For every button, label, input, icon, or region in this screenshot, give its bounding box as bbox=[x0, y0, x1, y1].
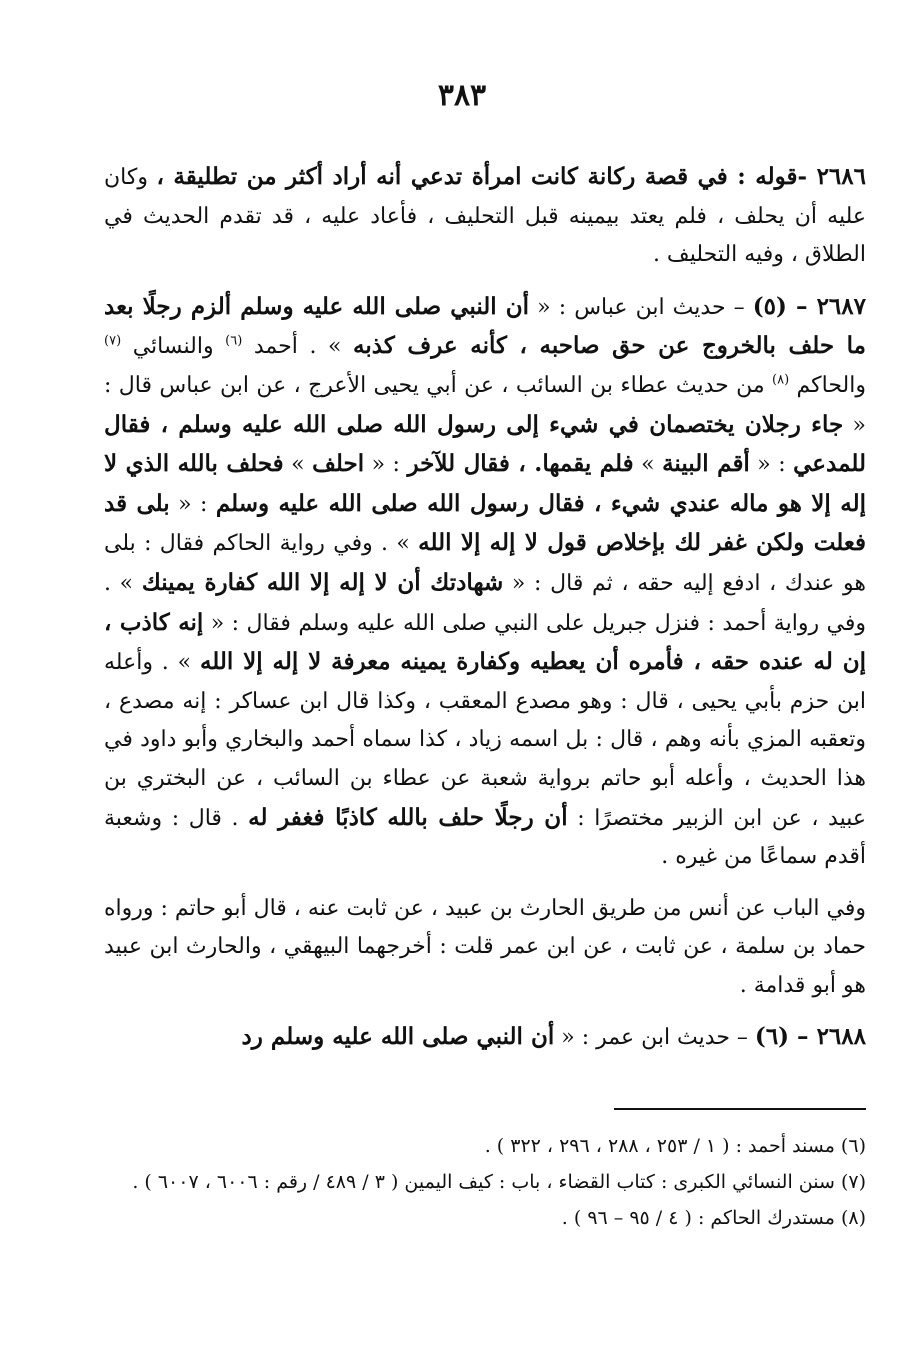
footnote-ref: (٦) bbox=[225, 334, 243, 350]
text-run: – حديث ابن عباس : « bbox=[529, 294, 753, 320]
bold-text-run: جاء رجلان يختصمان في شيء إلى رسول الله صلى الله عليه وسلم ، فقال للمدعي bbox=[104, 410, 867, 478]
text-run: » . وفي رواية أحمد : فنزل جبريل على النبي صلى الله عليه وسلم فقال : « bbox=[104, 570, 866, 636]
bold-text-run: ٢٦٨٧ – (٥) bbox=[752, 292, 866, 320]
text-run: » . أحمد bbox=[242, 334, 354, 360]
related-narrations-paragraph bbox=[104, 890, 866, 1006]
bold-text-run: احلف bbox=[312, 450, 365, 478]
text-run: : « bbox=[169, 491, 216, 517]
bold-text-run: شهادتك أن لا إله إلا الله كفارة يمينك bbox=[141, 568, 504, 596]
entry-2686 bbox=[104, 158, 866, 275]
footnote-8: (٨) مستدرك الحاكم : ( ٤ / ٩٥ – ٩٦ ) . bbox=[561, 1207, 866, 1229]
bold-text-run: أن النبي صلى الله عليه وسلم رد bbox=[241, 1023, 555, 1051]
page-number: ٣٨٣ bbox=[437, 78, 487, 113]
text-run: من حديث عطاء بن السائب ، عن أبي يحيى الأعرج ، عن ابن عباس قال : « bbox=[104, 372, 867, 438]
main-text bbox=[104, 158, 866, 1058]
bold-text-run: أقم البينة bbox=[662, 450, 750, 478]
entry-2687 bbox=[104, 288, 866, 877]
bold-text-run: ٢٦٨٨ – (٦) bbox=[754, 1023, 866, 1051]
footnote-ref: (٨) bbox=[772, 372, 790, 388]
footnote-divider bbox=[614, 1108, 866, 1110]
text-run: وفي الباب عن أنس من طريق الحارث بن عبيد ، عن ثابت عنه ، قال أبو حاتم : ورواه حماد بن سلمة ، عن ثابت ، عن ابن عمر قلت : أخرجهما البيهقي ، والحارث ابن عبيد هو أبو قدامة . bbox=[104, 895, 866, 998]
footnote-ref: (٧) bbox=[104, 334, 122, 350]
text-run: والحاكم bbox=[789, 372, 866, 398]
text-run: – حديث ابن عمر : « bbox=[554, 1025, 755, 1051]
entry-2688 bbox=[104, 1018, 866, 1058]
text-run: » . وأعله ابن حزم بأبي يحيى ، قال : وهو مصدع المعقب ، وكذا قال ابن عساكر : إنه مصدع ، وتعقبه المزي بأنه وهم ، قال : بل اسمه زياد ، كذا سماه أحمد والبخاري وأبو داود في هذا الحديث ، وأعله أبو حاتم برواية شعبة عن عطاء بن السائب ، عن البختري بن عبيد ، عن ابن الزبير مختصرًا : bbox=[104, 650, 866, 831]
footnote-6: (٦) مسند أحمد : ( ١ / ٢٥٣ ، ٢٨٨ ، ٢٩٦ ، ٣٢٢ ) . bbox=[484, 1135, 866, 1157]
bold-text-run: إنه كاذب ، إن له عنده حقه ، فأمره أن يعطيه وكفارة يمينه معرفة لا إله إلا الله bbox=[104, 608, 867, 676]
bold-text-run: أن رجلًا حلف بالله كاذبًا فغفر له bbox=[248, 803, 568, 831]
footnotes bbox=[104, 1128, 866, 1236]
text-run: » . وفي رواية الحاكم فقال : بلى هو عندك ، ادفع إليه حقه ، ثم قال : « bbox=[104, 531, 866, 596]
text-run: وكان عليه أن يحلف ، فلم يعتد بيمينه قبل التحليف ، فأعاد عليه ، قد تقدم الحديث في الطلاق ، وفيه التحليف . bbox=[104, 165, 866, 268]
bold-text-run: أن النبي صلى الله عليه وسلم ألزم رجلًا بعد ما حلف بالخروج عن حق صاحبه ، كأنه عرف كذبه bbox=[104, 292, 867, 360]
text-run: » bbox=[283, 452, 313, 478]
text-run: : « bbox=[749, 452, 794, 478]
text-run: والنسائي bbox=[121, 334, 226, 360]
bold-text-run: فحلف بالله الذي لا إله إلا هو ماله عندي شيء ، فقال رسول الله صلى الله عليه وسلم bbox=[104, 450, 866, 517]
text-run: » bbox=[633, 452, 663, 478]
bold-text-run: ٢٦٨٦ -قوله : في قصة ركانة كانت امرأة تدعي أنه أراد أكثر من تطليقة ، bbox=[156, 163, 866, 190]
bold-text-run: بلى قد فعلت ولكن غفر لك بإخلاص قول لا إله إلا الله bbox=[104, 489, 866, 557]
text-run: : « bbox=[364, 452, 408, 478]
footnote-7: (٧) سنن النسائي الكبرى : كتاب القضاء ، باب : كيف اليمين ( ٣ / ٤٨٩ / رقم : ٦٠٠٦ ، ٦٠٠٧ ) . bbox=[132, 1171, 866, 1193]
bold-text-run: فلم يقمها. ، فقال للآخر bbox=[407, 450, 634, 478]
text-run: . قال : وشعبة أقدم سماعًا من غيره . bbox=[104, 805, 866, 870]
